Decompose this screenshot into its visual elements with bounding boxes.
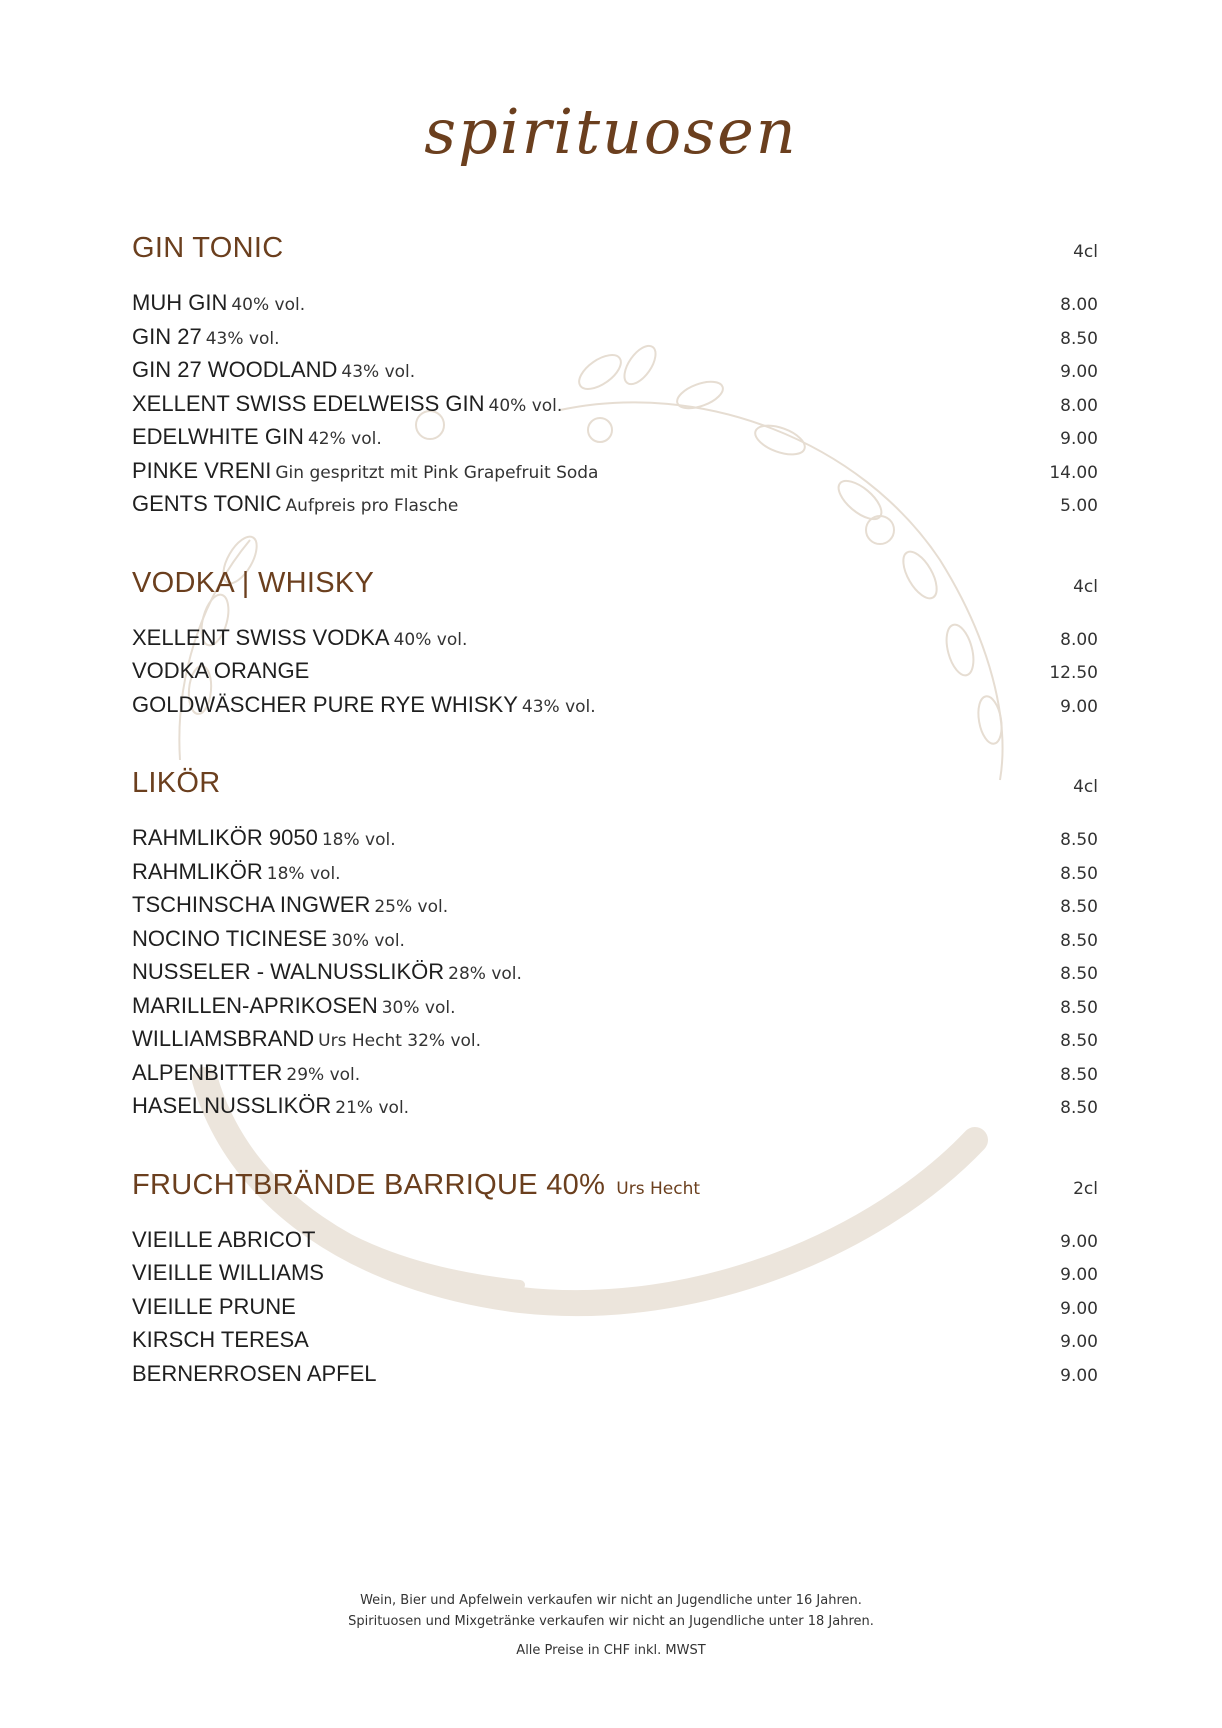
section-header	[132, 767, 1098, 807]
section-title: FRUCHTBRÄNDE BARRIQUE 40%	[132, 1168, 606, 1201]
item-description: 43% vol.	[205, 328, 280, 349]
section-title: GIN TONIC	[132, 232, 284, 264]
item-name: BERNERROSEN APFEL	[132, 1360, 377, 1386]
item-price: 9.00	[1060, 1365, 1098, 1386]
section-vodka-whisky	[132, 567, 1098, 726]
item-name: VODKA ORANGE	[132, 658, 310, 683]
menu-item	[132, 324, 1098, 358]
item-price: 9.00	[1060, 1332, 1098, 1352]
item-price: 8.50	[1060, 1064, 1098, 1085]
menu-item	[132, 1361, 1098, 1395]
section-unit: 4cl	[1073, 576, 1098, 597]
item-price: 9.00	[1060, 362, 1098, 382]
item-description: 42% vol.	[307, 429, 382, 449]
item-price: 8.50	[1060, 897, 1098, 917]
item-price: 9.00	[1060, 1231, 1098, 1252]
item-name: HASELNUSSLIKÖR	[132, 1093, 332, 1118]
menu-item	[132, 391, 1098, 425]
menu-item	[132, 625, 1098, 659]
item-description: 25% vol.	[374, 897, 449, 917]
menu-item	[132, 692, 1098, 726]
menu-item	[132, 859, 1098, 893]
section-unit: 2cl	[1073, 1178, 1098, 1199]
item-name: KIRSCH TERESA	[132, 1327, 309, 1352]
menu-item	[132, 424, 1098, 458]
section-note: Urs Hecht	[616, 1178, 701, 1199]
item-name: XELLENT SWISS VODKA	[132, 624, 390, 650]
item-price: 9.00	[1060, 696, 1098, 717]
item-description: Aufpreis pro Flasche	[285, 496, 459, 516]
footer-vat-note: Alle Preise in CHF inkl. MWST	[516, 1643, 706, 1658]
menu-item	[132, 357, 1098, 391]
menu-item	[132, 825, 1098, 859]
item-description: 43% vol.	[341, 362, 416, 382]
menu-item	[132, 1327, 1098, 1361]
item-name: NUSSELER - WALNUSSLIKÖR	[132, 959, 445, 984]
item-description: 40% vol.	[231, 295, 306, 315]
item-price: 9.00	[1060, 1265, 1098, 1285]
item-price: 8.50	[1060, 328, 1098, 349]
item-price: 8.50	[1060, 830, 1098, 850]
menu-item	[132, 993, 1098, 1027]
menu-item	[132, 1060, 1098, 1094]
item-name: GOLDWÄSCHER PURE RYE WHISKY	[132, 691, 518, 717]
item-name: MUH GIN	[132, 290, 228, 315]
menu-item	[132, 1294, 1098, 1328]
item-description: Gin gespritzt mit Pink Grapefruit Soda	[275, 462, 599, 483]
item-description: Urs Hecht 32% vol.	[318, 1031, 482, 1051]
item-name: TSCHINSCHA INGWER	[132, 892, 371, 917]
item-name: VIEILLE ABRICOT	[132, 1226, 316, 1252]
menu-item	[132, 1227, 1098, 1261]
item-name: GIN 27	[132, 323, 202, 349]
menu-item	[132, 926, 1098, 960]
menu-item	[132, 1093, 1098, 1127]
item-price: 12.50	[1049, 663, 1098, 683]
section-fruchtbraende	[132, 1169, 1098, 1395]
item-description: 40% vol.	[488, 395, 563, 416]
menu-item	[132, 491, 1098, 525]
section-unit: 4cl	[1073, 777, 1098, 797]
item-name: ALPENBITTER	[132, 1059, 283, 1085]
item-price: 5.00	[1060, 496, 1098, 516]
section-header	[132, 232, 1098, 272]
item-price: 8.50	[1060, 930, 1098, 951]
section-title: VODKA | WHISKY	[132, 566, 375, 599]
section-header	[132, 567, 1098, 607]
menu-item	[132, 1026, 1098, 1060]
section-unit: 4cl	[1073, 242, 1098, 262]
item-price: 8.50	[1060, 863, 1098, 884]
item-name: NOCINO TICINESE	[132, 925, 328, 951]
item-price: 9.00	[1060, 429, 1098, 449]
item-price: 8.00	[1060, 395, 1098, 416]
menu-item	[132, 290, 1098, 324]
item-description: 18% vol.	[266, 863, 341, 884]
footer-age-notice-16: Wein, Bier und Apfelwein verkaufen wir nicht an Jugendliche unter 16 Jahren.	[360, 1593, 862, 1608]
item-description: 30% vol.	[381, 997, 456, 1018]
item-name: MARILLEN-APRIKOSEN	[132, 992, 378, 1018]
item-description: 28% vol.	[448, 964, 522, 984]
menu-content	[132, 232, 1098, 1436]
item-name: PINKE VRENI	[132, 457, 272, 483]
section-title: LIKÖR	[132, 767, 221, 799]
menu-item	[132, 892, 1098, 926]
item-price: 8.50	[1060, 1031, 1098, 1051]
item-name: XELLENT SWISS EDELWEISS GIN	[132, 390, 485, 416]
item-name: WILLIAMSBRAND	[132, 1026, 315, 1051]
menu-item	[132, 658, 1098, 692]
section-gin-tonic	[132, 232, 1098, 525]
item-description: 30% vol.	[331, 930, 405, 951]
item-price: 8.50	[1060, 1098, 1098, 1118]
item-description: 29% vol.	[286, 1064, 361, 1085]
item-name: VIEILLE WILLIAMS	[132, 1260, 324, 1285]
footer	[0, 1590, 1222, 1661]
item-description: 40% vol.	[393, 629, 468, 650]
item-price: 8.50	[1060, 997, 1098, 1018]
item-name: EDELWHITE GIN	[132, 424, 304, 449]
item-name: GENTS TONIC	[132, 491, 282, 516]
section-likoer	[132, 767, 1098, 1127]
menu-item	[132, 959, 1098, 993]
section-header	[132, 1169, 1098, 1209]
item-name: RAHMLIKÖR 9050	[132, 825, 318, 850]
page-title: spirituosen	[424, 95, 798, 168]
item-price: 9.00	[1060, 1298, 1098, 1319]
item-price: 14.00	[1049, 462, 1098, 483]
item-name: RAHMLIKÖR	[132, 858, 263, 884]
menu-item	[132, 1260, 1098, 1294]
item-price: 8.00	[1060, 295, 1098, 315]
footer-age-notice-18: Spirituosen und Mixgetränke verkaufen wir nicht an Jugendliche unter 18 Jahren.	[348, 1614, 874, 1629]
item-description: 43% vol.	[521, 696, 596, 717]
item-name: VIEILLE PRUNE	[132, 1293, 296, 1319]
menu-item	[132, 458, 1098, 492]
item-name: GIN 27 WOODLAND	[132, 357, 338, 382]
item-price: 8.50	[1060, 964, 1098, 984]
item-description: 18% vol.	[321, 830, 396, 850]
item-price: 8.00	[1060, 629, 1098, 650]
item-description: 21% vol.	[335, 1098, 410, 1118]
